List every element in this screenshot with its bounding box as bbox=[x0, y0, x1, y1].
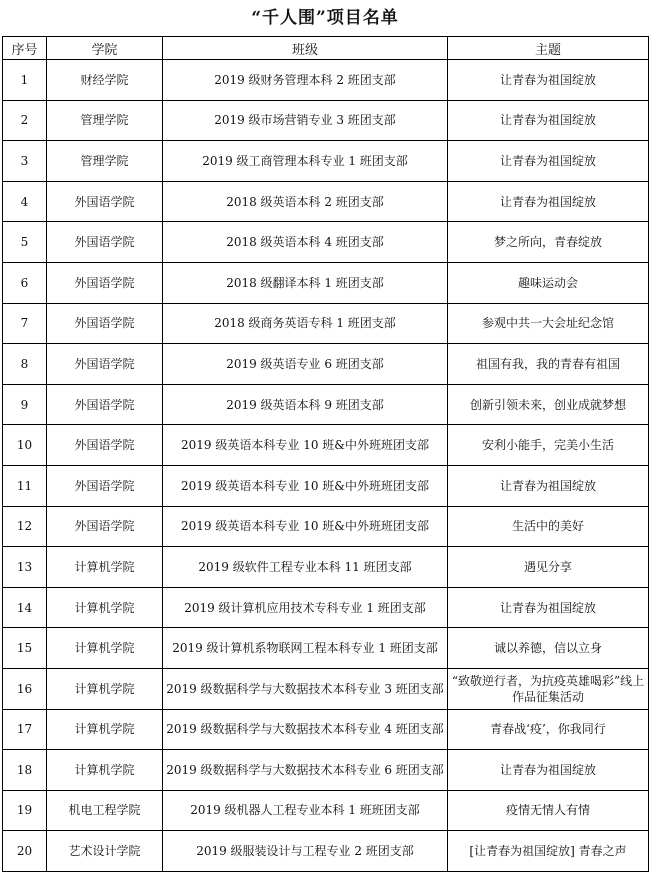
cell-no: 15 bbox=[3, 628, 47, 669]
cell-theme: 趣味运动会 bbox=[448, 262, 649, 303]
cell-no: 8 bbox=[3, 344, 47, 385]
cell-college: 外国语学院 bbox=[47, 222, 163, 263]
cell-college: 外国语学院 bbox=[47, 344, 163, 385]
table-row bbox=[3, 141, 649, 182]
column-header-college: 学院 bbox=[47, 37, 163, 60]
cell-class: 2019 级工商管理本科专业 1 班团支部 bbox=[163, 141, 448, 182]
cell-theme: 让青春为祖国绽放 bbox=[448, 465, 649, 506]
cell-college: 计算机学院 bbox=[47, 709, 163, 750]
table-row bbox=[3, 181, 649, 222]
table-row bbox=[3, 425, 649, 466]
cell-college: 外国语学院 bbox=[47, 506, 163, 547]
cell-class: 2018 级商务英语专科 1 班团支部 bbox=[163, 303, 448, 344]
cell-no: 2 bbox=[3, 100, 47, 141]
cell-theme: 让青春为祖国绽放 bbox=[448, 141, 649, 182]
table-row bbox=[3, 628, 649, 669]
document-title: “千人围”项目名单 bbox=[251, 8, 399, 28]
cell-no: 5 bbox=[3, 222, 47, 263]
cell-no: 20 bbox=[3, 831, 47, 872]
table-header-row bbox=[3, 37, 649, 60]
cell-college: 外国语学院 bbox=[47, 465, 163, 506]
cell-theme: 让青春为祖国绽放 bbox=[448, 181, 649, 222]
cell-college: 财经学院 bbox=[47, 60, 163, 101]
table-row bbox=[3, 384, 649, 425]
table-row bbox=[3, 587, 649, 628]
cell-no: 11 bbox=[3, 465, 47, 506]
cell-theme: 让青春为祖国绽放 bbox=[448, 587, 649, 628]
table-row bbox=[3, 100, 649, 141]
cell-class: 2019 级英语本科专业 10 班&中外班班团支部 bbox=[163, 465, 448, 506]
cell-theme: 青春战‘疫’，你我同行 bbox=[448, 709, 649, 750]
cell-college: 外国语学院 bbox=[47, 303, 163, 344]
cell-college: 计算机学院 bbox=[47, 628, 163, 669]
cell-theme: “致敬逆行者，为抗疫英雄喝彩”线上作品征集活动 bbox=[448, 668, 649, 709]
cell-class: 2018 级英语本科 2 班团支部 bbox=[163, 181, 448, 222]
cell-no: 6 bbox=[3, 262, 47, 303]
cell-college: 外国语学院 bbox=[47, 181, 163, 222]
table-row bbox=[3, 60, 649, 101]
table-row bbox=[3, 262, 649, 303]
column-header-theme: 主题 bbox=[448, 37, 649, 60]
cell-no: 12 bbox=[3, 506, 47, 547]
table-row bbox=[3, 547, 649, 588]
cell-class: 2019 级英语本科专业 10 班&中外班班团支部 bbox=[163, 425, 448, 466]
cell-class: 2019 级英语本科 9 班团支部 bbox=[163, 384, 448, 425]
cell-no: 10 bbox=[3, 425, 47, 466]
cell-theme: 诚以养德，信以立身 bbox=[448, 628, 649, 669]
table-row bbox=[3, 344, 649, 385]
cell-class: 2019 级数据科学与大数据技术本科专业 3 班团支部 bbox=[163, 668, 448, 709]
cell-class: 2019 级英语专业 6 班团支部 bbox=[163, 344, 448, 385]
cell-theme: 安利小能手，完美小生活 bbox=[448, 425, 649, 466]
cell-no: 19 bbox=[3, 790, 47, 831]
cell-class: 2019 级数据科学与大数据技术本科专业 4 班团支部 bbox=[163, 709, 448, 750]
cell-class: 2019 级市场营销专业 3 班团支部 bbox=[163, 100, 448, 141]
cell-theme: 让青春为祖国绽放 bbox=[448, 60, 649, 101]
cell-theme: 让青春为祖国绽放 bbox=[448, 750, 649, 791]
cell-theme: 让青春为祖国绽放 bbox=[448, 100, 649, 141]
project-list-table bbox=[2, 36, 649, 872]
cell-no: 1 bbox=[3, 60, 47, 101]
cell-class: 2019 级数据科学与大数据技术本科专业 6 班团支部 bbox=[163, 750, 448, 791]
cell-college: 计算机学院 bbox=[47, 668, 163, 709]
cell-no: 14 bbox=[3, 587, 47, 628]
table-row bbox=[3, 303, 649, 344]
table-row bbox=[3, 465, 649, 506]
cell-college: 计算机学院 bbox=[47, 750, 163, 791]
cell-no: 3 bbox=[3, 141, 47, 182]
cell-no: 16 bbox=[3, 668, 47, 709]
cell-no: 7 bbox=[3, 303, 47, 344]
table-row bbox=[3, 831, 649, 872]
table-row bbox=[3, 750, 649, 791]
cell-college: 计算机学院 bbox=[47, 587, 163, 628]
cell-college: 艺术设计学院 bbox=[47, 831, 163, 872]
cell-class: 2019 级财务管理本科 2 班团支部 bbox=[163, 60, 448, 101]
table-row bbox=[3, 506, 649, 547]
cell-class: 2018 级英语本科 4 班团支部 bbox=[163, 222, 448, 263]
cell-no: 9 bbox=[3, 384, 47, 425]
cell-class: 2019 级计算机应用技术专科专业 1 班团支部 bbox=[163, 587, 448, 628]
cell-college: 外国语学院 bbox=[47, 384, 163, 425]
cell-theme: [让青春为祖国绽放] 青春之声 bbox=[448, 831, 649, 872]
cell-class: 2019 级机器人工程专业本科 1 班班团支部 bbox=[163, 790, 448, 831]
cell-no: 4 bbox=[3, 181, 47, 222]
cell-theme: 创新引领未来，创业成就梦想 bbox=[448, 384, 649, 425]
cell-theme: 祖国有我，我的青春有祖国 bbox=[448, 344, 649, 385]
table-row bbox=[3, 668, 649, 709]
cell-college: 计算机学院 bbox=[47, 547, 163, 588]
column-header-class: 班级 bbox=[163, 37, 448, 60]
cell-college: 管理学院 bbox=[47, 100, 163, 141]
column-header-no: 序号 bbox=[3, 37, 47, 60]
cell-theme: 参观中共一大会址纪念馆 bbox=[448, 303, 649, 344]
cell-class: 2019 级服装设计与工程专业 2 班团支部 bbox=[163, 831, 448, 872]
cell-class: 2018 级翻译本科 1 班团支部 bbox=[163, 262, 448, 303]
cell-class: 2019 级软件工程专业本科 11 班团支部 bbox=[163, 547, 448, 588]
cell-theme: 遇见分享 bbox=[448, 547, 649, 588]
cell-no: 13 bbox=[3, 547, 47, 588]
cell-theme: 疫情无情人有情 bbox=[448, 790, 649, 831]
cell-college: 外国语学院 bbox=[47, 262, 163, 303]
cell-class: 2019 级计算机系物联网工程本科专业 1 班团支部 bbox=[163, 628, 448, 669]
cell-theme: 梦之所向，青春绽放 bbox=[448, 222, 649, 263]
cell-college: 外国语学院 bbox=[47, 425, 163, 466]
table-row bbox=[3, 790, 649, 831]
cell-theme: 生活中的美好 bbox=[448, 506, 649, 547]
cell-no: 17 bbox=[3, 709, 47, 750]
cell-no: 18 bbox=[3, 750, 47, 791]
table-row bbox=[3, 709, 649, 750]
table-row bbox=[3, 222, 649, 263]
cell-class: 2019 级英语本科专业 10 班&中外班班团支部 bbox=[163, 506, 448, 547]
cell-college: 机电工程学院 bbox=[47, 790, 163, 831]
cell-college: 管理学院 bbox=[47, 141, 163, 182]
